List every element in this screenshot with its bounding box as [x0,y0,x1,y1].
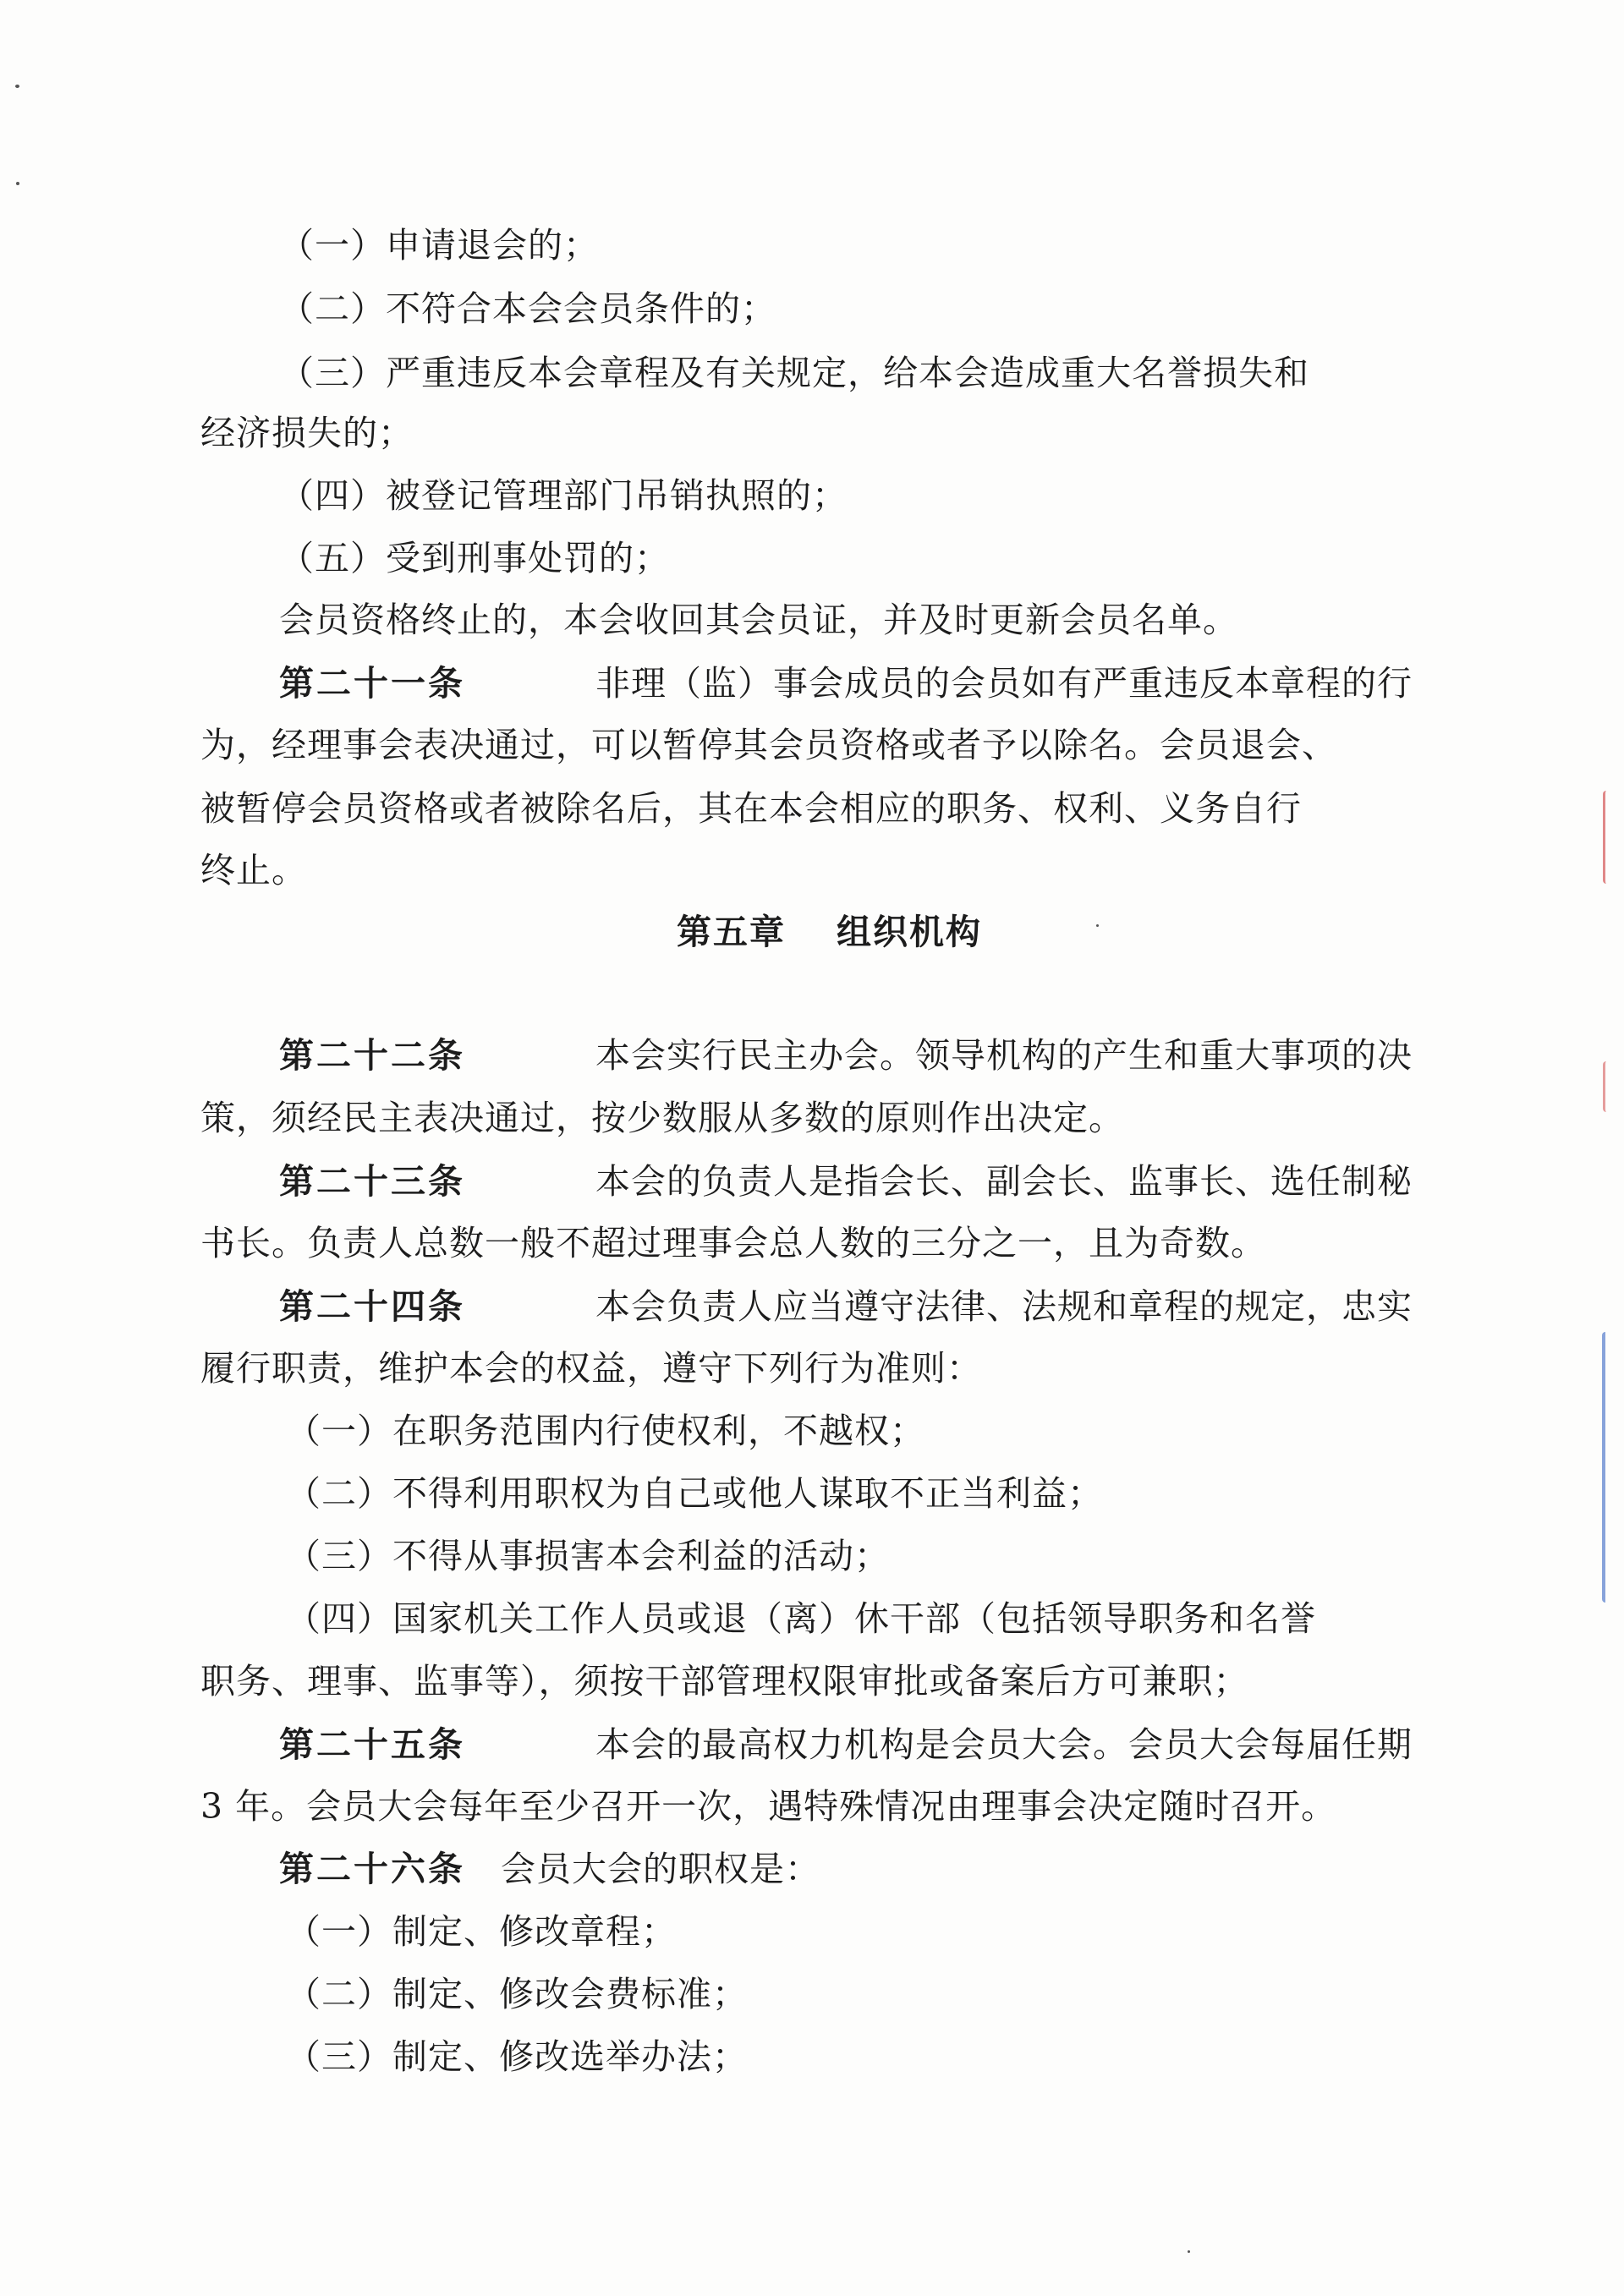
list-item [279,349,1409,397]
text-line: 被暂停会员资格或者被除名后，其在本会相应的职务、权利、义务自行 [200,788,1302,829]
list-item: （二）制定、修改会费标准； [286,1974,748,2014]
text-line: 经济损失的； [200,413,414,453]
article-label: 第二十三条 [279,1161,465,1202]
list-item: （二）不符合本会会员条件的； [279,288,776,329]
article-24 [279,1283,1413,1330]
list-item: （三）不得从事损害本会利益的活动； [286,1536,890,1576]
text-line: 策，须经民主表决通过，按少数服从多数的原则作出决定。 [200,1098,1124,1138]
scan-speck [1188,2250,1190,2253]
list-item: （二）不得利用职权为自己或他人谋取不正当利益； [286,1473,1103,1514]
article-text: 本会的最高权力机构是会员大会。会员大会每届任期 [595,1724,1413,1765]
article-label: 第二十一条 [279,663,465,704]
paragraph: 会员资格终止的，本会收回其会员证，并及时更新会员名单。 [279,600,1238,640]
text-line: 为，经理事会表决通过，可以暂停其会员资格或者予以除名。会员退会、 [200,725,1337,765]
list-item [286,1595,1413,1642]
scan-speck [15,85,19,88]
article-text: 非理（监）事会成员的会员如有严重违反本章程的行 [595,663,1413,704]
article-25 [279,1721,1413,1768]
list-item: （三）制定、修改选举办法； [286,2036,748,2077]
article-label: 第二十五条 [279,1724,465,1765]
scan-speck [1096,924,1099,927]
chapter-title: 组织机构 [837,912,982,952]
article-text: 本会的负责人是指会长、副会长、监事长、选任制秘 [595,1161,1413,1202]
text-line: （三）严重违反本会章程及有关规定，给本会造成重大名誉损失和 [279,353,1309,393]
article-21 [279,660,1413,707]
stamp-mark [1603,1061,1624,1112]
list-item: （五）受到刑事处罚的； [279,538,670,578]
list-item: （一）申请退会的； [279,225,599,266]
chapter-heading [677,908,982,956]
article-23 [279,1158,1413,1205]
text-line: （四）国家机关工作人员或退（离）休干部（包括领导职务和名誉 [286,1598,1316,1639]
article-label: 第二十六条 [279,1849,465,1889]
text-line: 3 年。会员大会每年至少召开一次，遇特殊情况由理事会决定随时召开。 [200,1786,1337,1827]
text-line: 履行职责，维护本会的权益，遵守下列行为准则： [200,1348,982,1389]
list-item: （四）被登记管理部门吊销执照的； [279,475,848,516]
list-item: （一）在职务范围内行使权利，不越权； [286,1411,925,1451]
article-22 [279,1032,1413,1079]
article-text: 本会实行民主办会。领导机构的产生和重大事项的决 [595,1035,1413,1076]
stamp-mark [1602,1332,1624,1603]
text-line: 书长。负责人总数一般不超过理事会总人数的三分之一，且为奇数。 [200,1223,1266,1263]
article-label: 第二十四条 [279,1286,465,1327]
list-item: （一）制定、修改章程； [286,1911,677,1952]
stamp-mark [1603,791,1624,884]
scan-speck [16,182,19,185]
text-line: 职务、理事、监事等），须按干部管理权限审批或备案后方可兼职； [200,1661,1249,1701]
text-line: 终止。 [200,850,307,890]
article-text: 本会负责人应当遵守法律、法规和章程的规定，忠实 [595,1286,1413,1327]
article-26 [279,1845,820,1893]
chapter-number: 第五章 [677,912,786,952]
article-text: 会员大会的职权是： [501,1849,820,1889]
article-label: 第二十二条 [279,1035,465,1076]
